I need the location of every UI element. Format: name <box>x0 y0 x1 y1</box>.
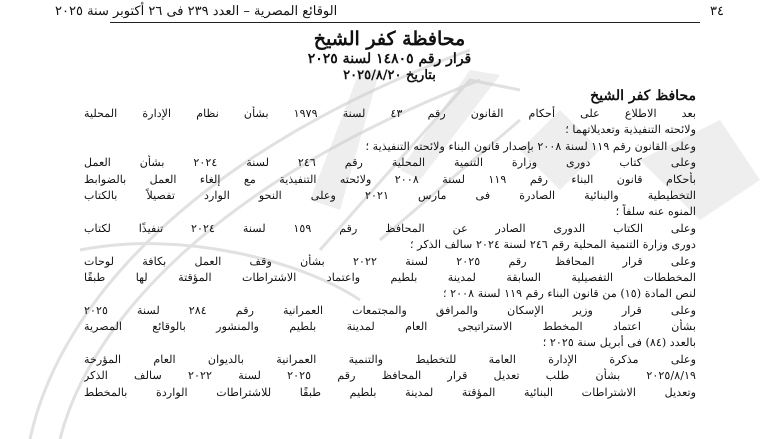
body-line: وعلى القانون رقم ١١٩ لسنة ٢٠٠٨ بإصدار قانون البناء ولائحته التنفيذية ؛ <box>365 139 696 153</box>
body-line: بأحكام قانون البناء رقم ١١٩ لسنة ٢٠٠٨ ولائحته التنفيذية مع إلغاء العمل بالضوابط <box>84 172 696 186</box>
body-line: التخطيطية والبنائية الصادرة فى مارس ٢٠٢١ وعلى النحو الوارد تفصيلاً بالكتاب <box>84 188 696 202</box>
body-line: المنوه عنه سلفاً ؛ <box>615 205 696 219</box>
body-line: وعلى كتاب دورى وزارة التنمية المحلية رقم ٢٤٦ لسنة ٢٠٢٤ بشأن العمل <box>84 156 696 170</box>
body-line: ٢٠٢٥/٨/١٩ بشأن طلب تعديل قرار المحافظ رقم ٢٠٢٥ لسنة ٢٠٢٢ سالف الذكر <box>84 369 696 383</box>
section-heading: محافظ كفر الشيخ <box>590 88 696 104</box>
body-line: المخططات التفصيلية السابقة لمدينة بلطيم واعتماد الاشتراطات المؤقتة لها طبقًا <box>84 270 696 284</box>
decree-body <box>84 106 696 401</box>
decision-date: بتاريخ ٢٠٢٥/٨/٢٠ <box>343 68 436 83</box>
body-line: وعلى قرار وزير الإسكان والمرافق والمجتمعات العمرانية رقم ٢٨٤ لسنة ٢٠٢٥ <box>84 303 696 317</box>
page-header <box>0 0 779 22</box>
publication-info: الوقائع المصرية – العدد ٢٣٩ فى ٢٦ أكتوبر سنة ٢٠٢٥ <box>55 3 338 19</box>
header-divider <box>110 22 700 23</box>
body-line: ولائحته التنفيذية وتعديلاتهما ؛ <box>565 123 696 137</box>
page-number: ٣٤ <box>710 3 724 19</box>
body-line: وعلى قرار المحافظ رقم ٢٠٢٥ لسنة ٢٠٢٢ بشأن وقف العمل بكافة لوحات <box>84 254 696 268</box>
body-line: بشأن اعتماد المخطط الاستراتيجى العام لمدينة بلطيم والمنشور بالوقائع المصرية <box>84 320 696 334</box>
body-line: دورى وزارة التنمية المحلية رقم ٢٤٦ لسنة ٢٠٢٤ سالف الذكر ؛ <box>410 238 696 252</box>
body-line: بالعدد (٨٤) فى أبريل سنة ٢٠٢٥ ؛ <box>542 336 696 350</box>
body-line: وعلى مذكرة الإدارة العامة للتخطيط والتنمية العمرانية بالديوان العام المؤرخة <box>84 352 696 366</box>
body-line: وتعديل الاشتراطات البنائية المؤقتة لمدينة بلطيم طبقًا للاشتراطات الواردة بالمخطط <box>84 385 696 399</box>
body-line: لنص المادة (١٥) من قانون البناء رقم ١١٩ لسنة ٢٠٠٨ ؛ <box>443 287 696 301</box>
decision-number: قرار رقم ١٤٨٠٥ لسنة ٢٠٢٥ <box>307 51 472 67</box>
body-line: بعد الاطلاع على أحكام القانون رقم ٤٣ لسنة ١٩٧٩ بشأن نظام الإدارة المحلية <box>84 107 696 120</box>
body-line: وعلى الكتاب الدورى الصادر عن المحافظ رقم ١٥٩ لسنة ٢٠٢٤ تنفيذًا لكتاب <box>84 221 696 235</box>
governorate-title: محافظة كفر الشيخ <box>313 28 466 50</box>
